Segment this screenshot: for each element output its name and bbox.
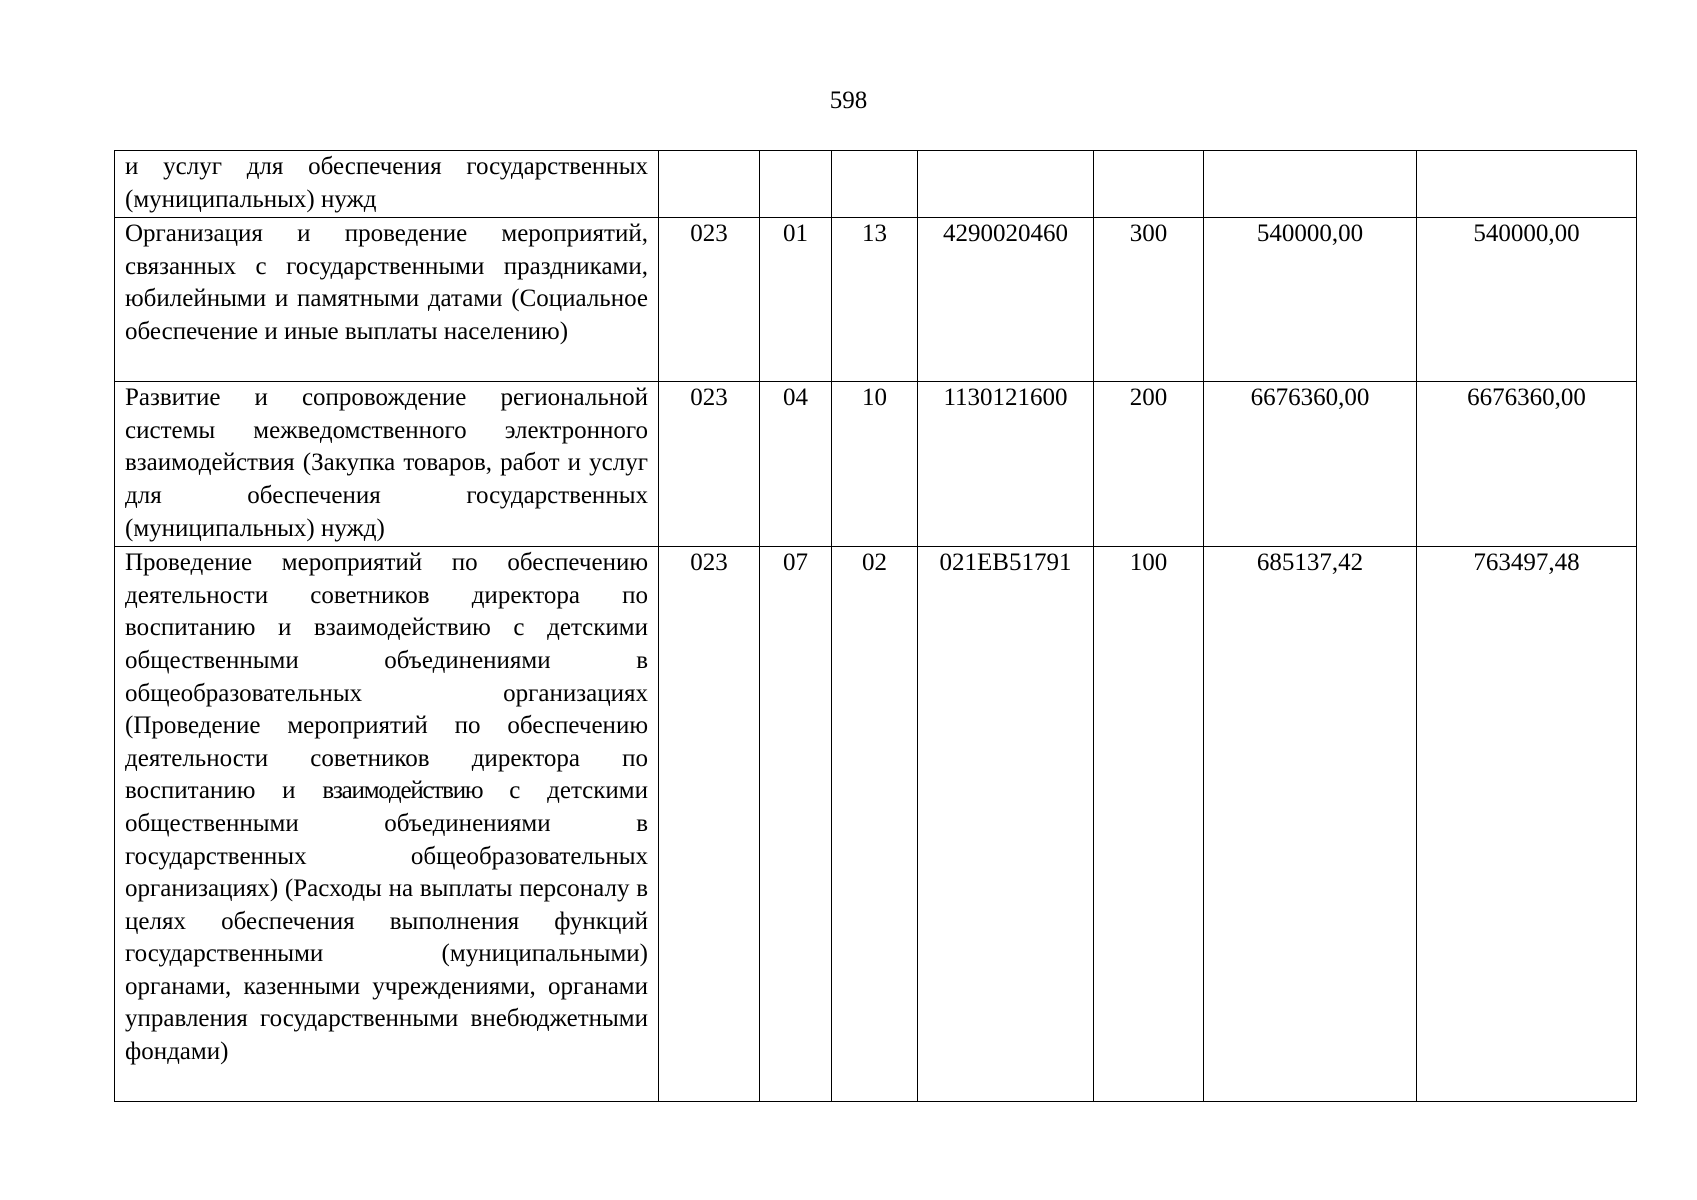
description-part: Проведение мероприятий по обеспечению деятельности советников директора по воспитанию и взаимодействию с детскими общественными объединениями в общеобразовательных организациях (Проведение мероприятий по обеспечению деятельности советников директора по воспитанию и	[125, 549, 648, 805]
cell-ved	[659, 151, 760, 218]
budget-table	[114, 150, 1637, 1102]
cell-csr: 4290020460	[918, 218, 1094, 382]
table-row	[115, 382, 1637, 547]
cell-sum1: 685137,42	[1204, 547, 1417, 1102]
cell-ved: 023	[659, 218, 760, 382]
page-number: 598	[829, 87, 868, 114]
cell-csr	[918, 151, 1094, 218]
cell-rz	[760, 151, 832, 218]
cell-ved: 023	[659, 382, 760, 547]
cell-sum2: 6676360,00	[1417, 382, 1637, 547]
cell-pr: 13	[832, 218, 918, 382]
cell-pr: 02	[832, 547, 918, 1102]
table-row	[115, 218, 1637, 382]
cell-sum1: 540000,00	[1204, 218, 1417, 382]
cell-rz: 07	[760, 547, 832, 1102]
cell-rz: 01	[760, 218, 832, 382]
cell-sum1: 6676360,00	[1204, 382, 1417, 547]
cell-sum2: 763497,48	[1417, 547, 1637, 1102]
cell-vr: 300	[1094, 218, 1204, 382]
cell-vr	[1094, 151, 1204, 218]
cell-vr: 100	[1094, 547, 1204, 1102]
row-description: и услуг для обеспечения государственных (муниципальных) нужд	[115, 151, 659, 218]
cell-rz: 04	[760, 382, 832, 547]
cell-sum2: 540000,00	[1417, 218, 1637, 382]
description-part: взаимодействию	[322, 777, 483, 805]
row-description: Организация и проведение мероприятий, связанных с государственными праздниками, юбилейными и памятными датами (Социальное обеспечение и иные выплаты населению)	[115, 218, 659, 382]
cell-csr: 1130121600	[918, 382, 1094, 547]
table-row	[115, 151, 1637, 218]
cell-sum1	[1204, 151, 1417, 218]
description-part: с детскими общественными объединениями в государственных общеобразовательных организациях) (Расходы на выплаты персоналу в целях обеспечения выполнения функций государственными (муниципальными) органами, казенными учреждениями, органами управления государственными внебюджетными фондами)	[125, 777, 648, 1066]
cell-ved: 023	[659, 547, 760, 1102]
cell-pr	[832, 151, 918, 218]
cell-vr: 200	[1094, 382, 1204, 547]
cell-csr: 021EВ51791	[918, 547, 1094, 1102]
row-description: Развитие и сопровождение региональной системы межведомственного электронного взаимодействия (Закупка товаров, работ и услуг для обеспечения государственных (муниципальных) нужд)	[115, 382, 659, 547]
cell-pr: 10	[832, 382, 918, 547]
table-row	[115, 547, 1637, 1102]
cell-sum2	[1417, 151, 1637, 218]
row-description	[115, 547, 659, 1102]
